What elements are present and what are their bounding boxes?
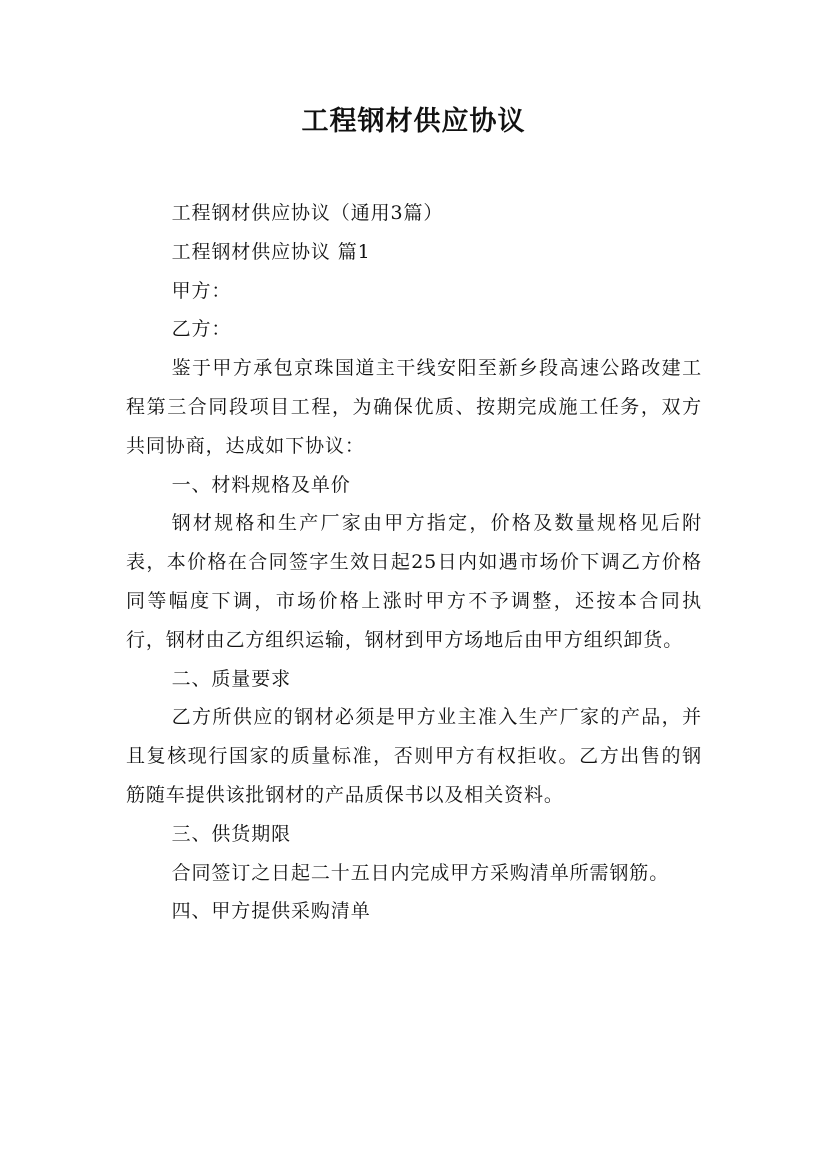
document-title: 工程钢材供应协议 (301, 106, 526, 137)
clause-body-1: 钢材规格和生产厂家由甲方指定，价格及数量规格见后附表，本价格在合同签字生效日起25日内如遇市场价下调乙方价格同等幅度下调，市场价格上涨时甲方不予调整，还按本合同执行，钢材由乙方组织运输，钢材到甲方场地后由甲方组织卸货。 (126, 512, 702, 651)
clause-body-3: 合同签订之日起二十五日内完成甲方采购清单所需钢筋。 (171, 861, 670, 884)
clause-heading-2: 二、质量要求 (171, 667, 291, 690)
party-a-line: 甲方： (171, 279, 232, 302)
clause-heading-4: 四、甲方提供采购清单 (171, 900, 371, 923)
clause-heading-3: 三、供货期限 (171, 822, 291, 845)
clause-heading-1: 一、材料规格及单价 (171, 473, 351, 496)
clause-body-2: 乙方所供应的钢材必须是甲方业主准入生产厂家的产品，并且复核现行国家的质量标准，否则甲方有权拒收。乙方出售的钢筋随车提供该批钢材的产品质保书以及相关资料。 (126, 706, 702, 806)
party-b-line: 乙方： (171, 318, 232, 341)
preamble-paragraph: 鉴于甲方承包京珠国道主干线安阳至新乡段高速公路改建工程第三合同段项目工程，为确保优质、按期完成施工任务，双方共同协商，达成如下协议： (126, 357, 702, 457)
subtitle-paragraph: 工程钢材供应协议（通用3篇） (171, 202, 444, 224)
section-heading-part1: 工程钢材供应协议 篇1 (171, 240, 371, 263)
document-body (126, 194, 702, 931)
